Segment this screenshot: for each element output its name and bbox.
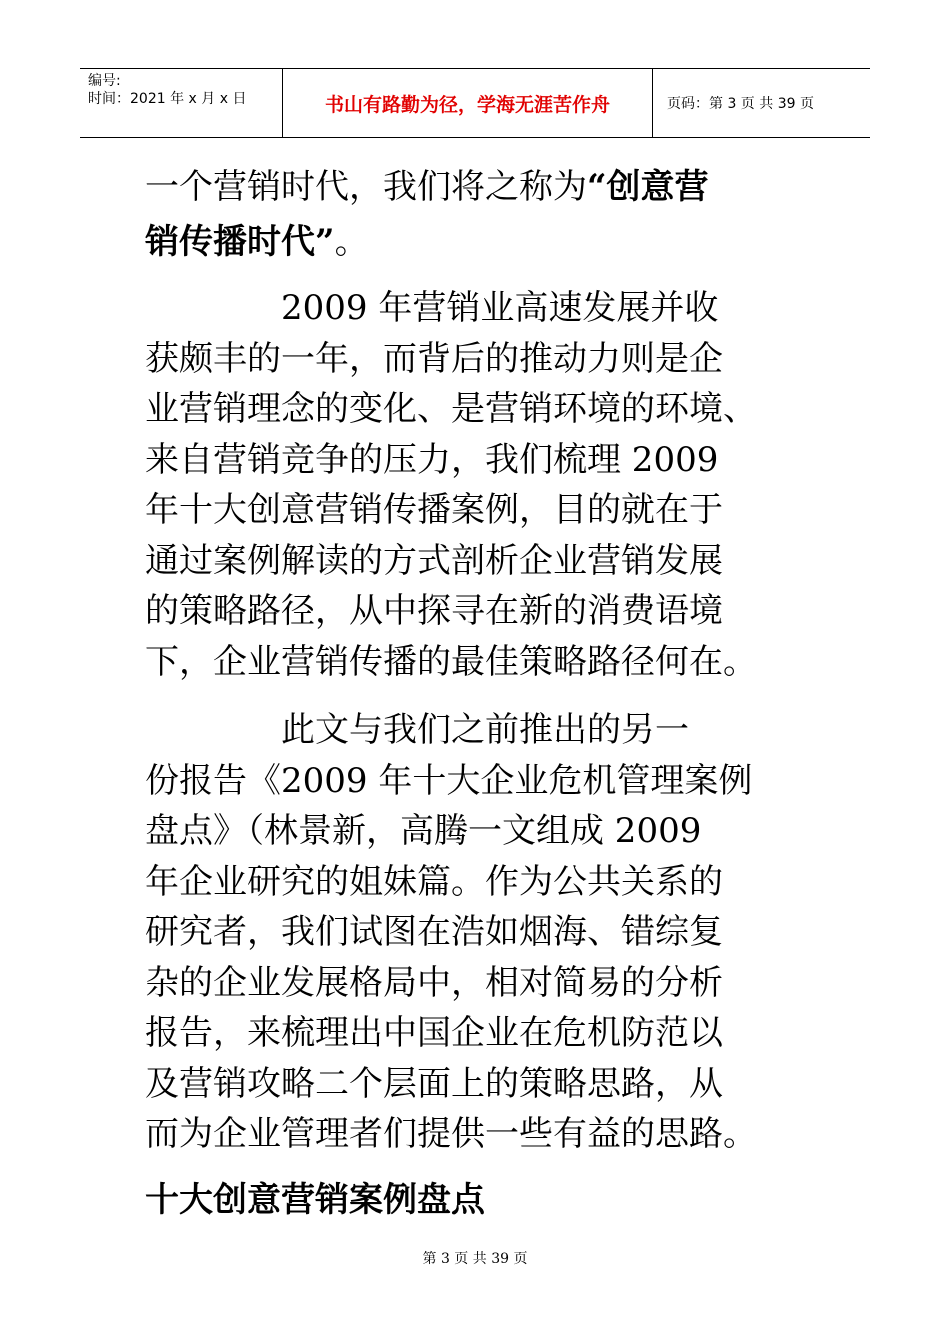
paragraph-line: 来自营销竞争的压力，我们梳理 2009: [145, 439, 719, 480]
paragraph-line: 年十大创意营销传播案例，目的就在于: [145, 490, 723, 530]
section-heading: 十大创意营销案例盘点: [145, 1180, 485, 1220]
intro-line-2-bold: 销传播时代”: [145, 222, 335, 262]
header-motto: 书山有路勤为径，学海无涯苦作舟: [283, 69, 653, 137]
intro-line-1: [145, 160, 845, 215]
intro-line-2-plain: 。: [334, 222, 369, 262]
paragraph-line: 报告，来梳理出中国企业在危机防范以: [145, 1013, 723, 1053]
paragraph-line: 年企业研究的姐妹篇。作为公共关系的: [145, 861, 723, 902]
paragraph-line: 此文与我们之前推出的另一: [145, 710, 689, 750]
document-date-label: 时间：2021 年 x 月 x 日: [88, 91, 247, 107]
paragraph-line: 杂的企业发展格局中，相对简易的分析: [145, 962, 723, 1003]
paragraph-line: 而为企业管理者们提供一些有益的思路。: [145, 1114, 757, 1154]
paragraph-line: 盘点》（林景新，高腾一文组成 2009: [145, 811, 702, 851]
intro-text: [145, 160, 845, 270]
header-meta: [80, 69, 283, 137]
paragraph-line: 下，企业营销传播的最佳策略路径何在。: [145, 641, 757, 682]
paragraph-line: 通过案例解读的方式剖析企业营销发展: [145, 540, 723, 581]
paragraph-line: 份报告《2009 年十大企业危机管理案例: [145, 760, 753, 801]
paragraph-line: 获颇丰的一年，而背后的推动力则是企: [145, 338, 723, 379]
intro-line-2: [145, 215, 845, 270]
document-number-label: 编号:: [88, 73, 121, 89]
paragraph-line: 及营销攻略二个层面上的策略思路，从: [145, 1063, 723, 1104]
intro-line-1-plain: 一个营销时代，我们将之称为: [145, 167, 587, 207]
paragraph-2: [145, 705, 845, 1160]
paragraph-line: 的策略路径，从中探寻在新的消费语境: [145, 591, 723, 631]
intro-line-1-bold: “创意营: [587, 167, 709, 207]
header-page-info: 页码：第 3 页 共 39 页: [667, 96, 814, 112]
paragraph-line: 研究者，我们试图在浩如烟海、错综复: [145, 912, 723, 952]
page-footer: 第 3 页 共 39 页: [422, 1251, 528, 1267]
header-table: [80, 68, 870, 138]
paragraph-1: [145, 283, 845, 687]
paragraph-line: 业营销理念的变化、是营销环境的环境、: [145, 389, 757, 429]
paragraph-line: 2009 年营销业高速发展并收: [145, 288, 719, 328]
